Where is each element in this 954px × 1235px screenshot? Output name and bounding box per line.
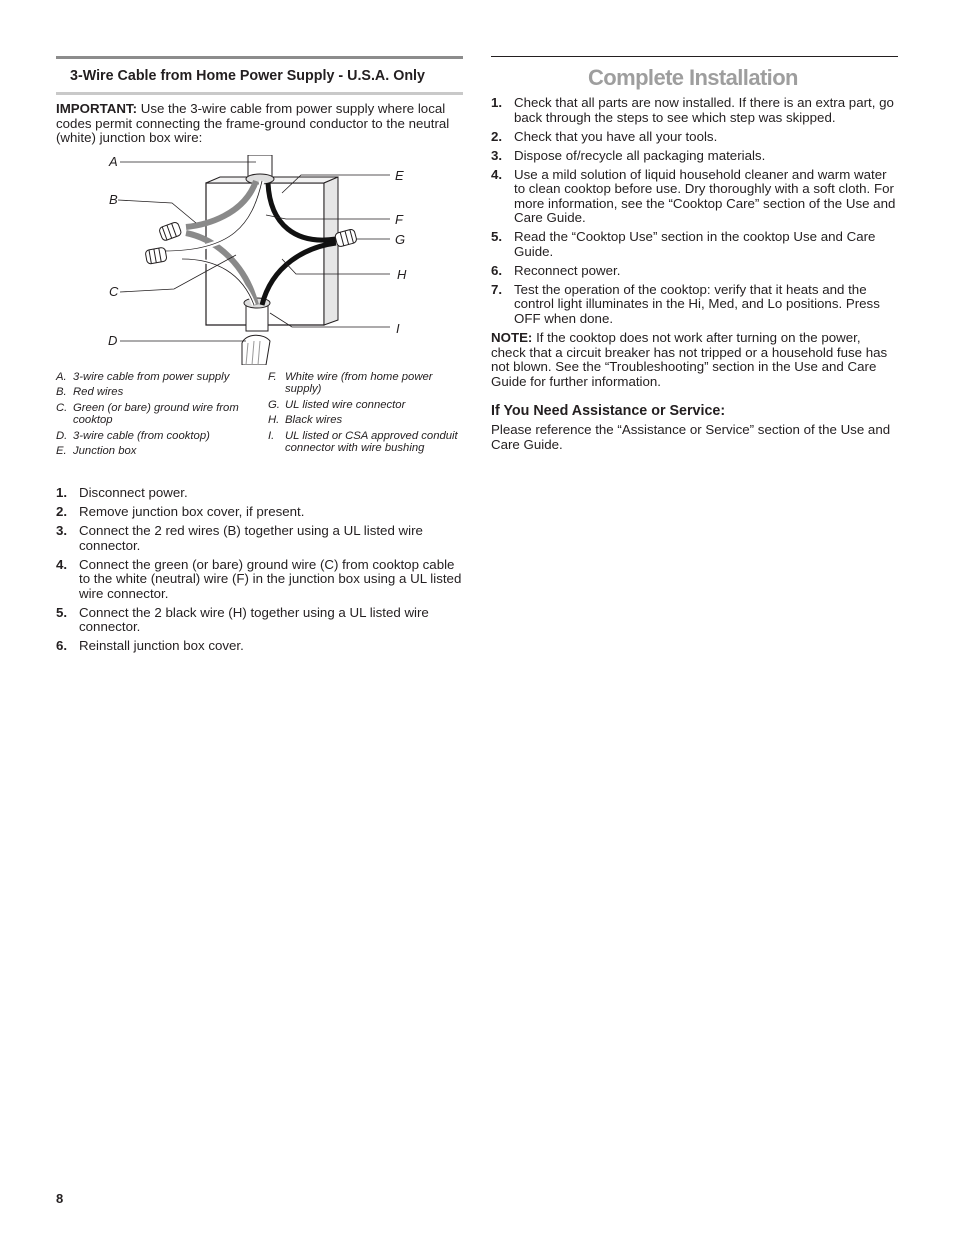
- diagram-label-e: E: [395, 167, 404, 183]
- legend-item: A. 3-wire cable from power supply: [56, 370, 230, 383]
- list-item: 1. Disconnect power.: [56, 485, 188, 501]
- page-number: 8: [56, 1191, 64, 1206]
- diagram-label-g: G: [395, 231, 406, 247]
- diagram-legend: [56, 371, 463, 461]
- diagram-label-h: H: [397, 266, 407, 282]
- note-paragraph: [491, 331, 898, 389]
- wiring-steps-list: [56, 486, 463, 654]
- legend-item: F. White wire (from home power supply): [268, 370, 433, 396]
- legend-column-1: [56, 371, 268, 461]
- diagram-label-f: F: [395, 211, 403, 227]
- assistance-heading: If You Need Assistance or Service:: [491, 403, 726, 420]
- list-item: 5. Read the “Cooktop Use” section in the cooktop Use and Care Guide.: [491, 229, 876, 259]
- legend-item: G. UL listed wire connector: [268, 398, 406, 411]
- list-item: 2. Remove junction box cover, if present.: [56, 504, 305, 520]
- list-item: 5. Connect the 2 black wire (H) together using a UL listed wire connector.: [56, 604, 429, 635]
- list-item: 2. Check that you have all your tools.: [491, 128, 718, 144]
- legend-item: I. UL listed or CSA approved conduit connector with wire bushing: [268, 429, 458, 455]
- right-column: [491, 56, 898, 453]
- legend-column-2: [268, 371, 463, 461]
- list-item: 4. Connect the green (or bare) ground wire (C) from cooktop cable to the white (neutral) wire (F) in the junction box using a UL listed wire connector.: [56, 556, 462, 601]
- legend-item: B. Red wires: [56, 386, 124, 399]
- legend-item: C. Green (or bare) ground wire from cooktop: [56, 401, 239, 427]
- list-item: 4. Use a mild solution of liquid household cleaner and warm water to clean cooktop before use. Dry thoroughly with a soft cloth. For more information, see the “Cooktop Care” section of the Use and Care Guide.: [491, 166, 896, 226]
- title-rule: [491, 56, 898, 57]
- list-item: 7. Test the operation of the cooktop: verify that it heats and the control light illuminates in the Hi, Med, and Lo positions. Press OFF when done.: [491, 281, 880, 327]
- page-title: Complete Installation: [588, 65, 798, 90]
- legend-item: E. Junction box: [56, 445, 137, 458]
- important-label: IMPORTANT:: [56, 101, 138, 116]
- diagram-label-i: I: [396, 320, 400, 336]
- diagram-label-b: B: [109, 191, 118, 207]
- important-text: Use the 3-wire cable from power supply where local codes permit connecting the frame-ground conductor to the neutral (white) junction box wire:: [56, 101, 450, 146]
- section-bottom-rule: [56, 92, 463, 95]
- diagram-label-d: D: [108, 332, 118, 348]
- list-item: 3. Dispose of/recycle all packaging materials.: [491, 147, 766, 163]
- list-item: 6. Reconnect power.: [491, 262, 621, 278]
- legend-item: H. Black wires: [268, 414, 343, 427]
- diagram-label-c: C: [109, 283, 119, 299]
- note-label: NOTE:: [491, 330, 533, 346]
- list-item: 1. Check that all parts are now installed. If there is an extra part, go back through the steps to see which step was skipped.: [491, 95, 894, 125]
- list-item: 3. Connect the 2 red wires (B) together using a UL listed wire connector.: [56, 523, 423, 553]
- diagram-label-a: A: [109, 153, 118, 169]
- legend-item: D. 3-wire cable (from cooktop): [56, 429, 210, 442]
- left-column: [56, 56, 463, 658]
- list-item: 6. Reinstall junction box cover.: [56, 638, 244, 654]
- junction-box-diagram: [56, 155, 463, 365]
- note-text: If the cooktop does not work after turning on the power, check that a circuit breaker has not tripped or a household fuse has not blown. See the “Troubleshooting” section in the Use and Care Guide for further information.: [491, 330, 888, 389]
- assistance-text: Please reference the “Assistance or Service” section of the Use and Care Guide.: [491, 422, 891, 453]
- important-paragraph: [56, 102, 463, 146]
- section-title: 3-Wire Cable from Home Power Supply - U.S.A. Only: [70, 68, 425, 84]
- complete-steps-list: [491, 96, 898, 327]
